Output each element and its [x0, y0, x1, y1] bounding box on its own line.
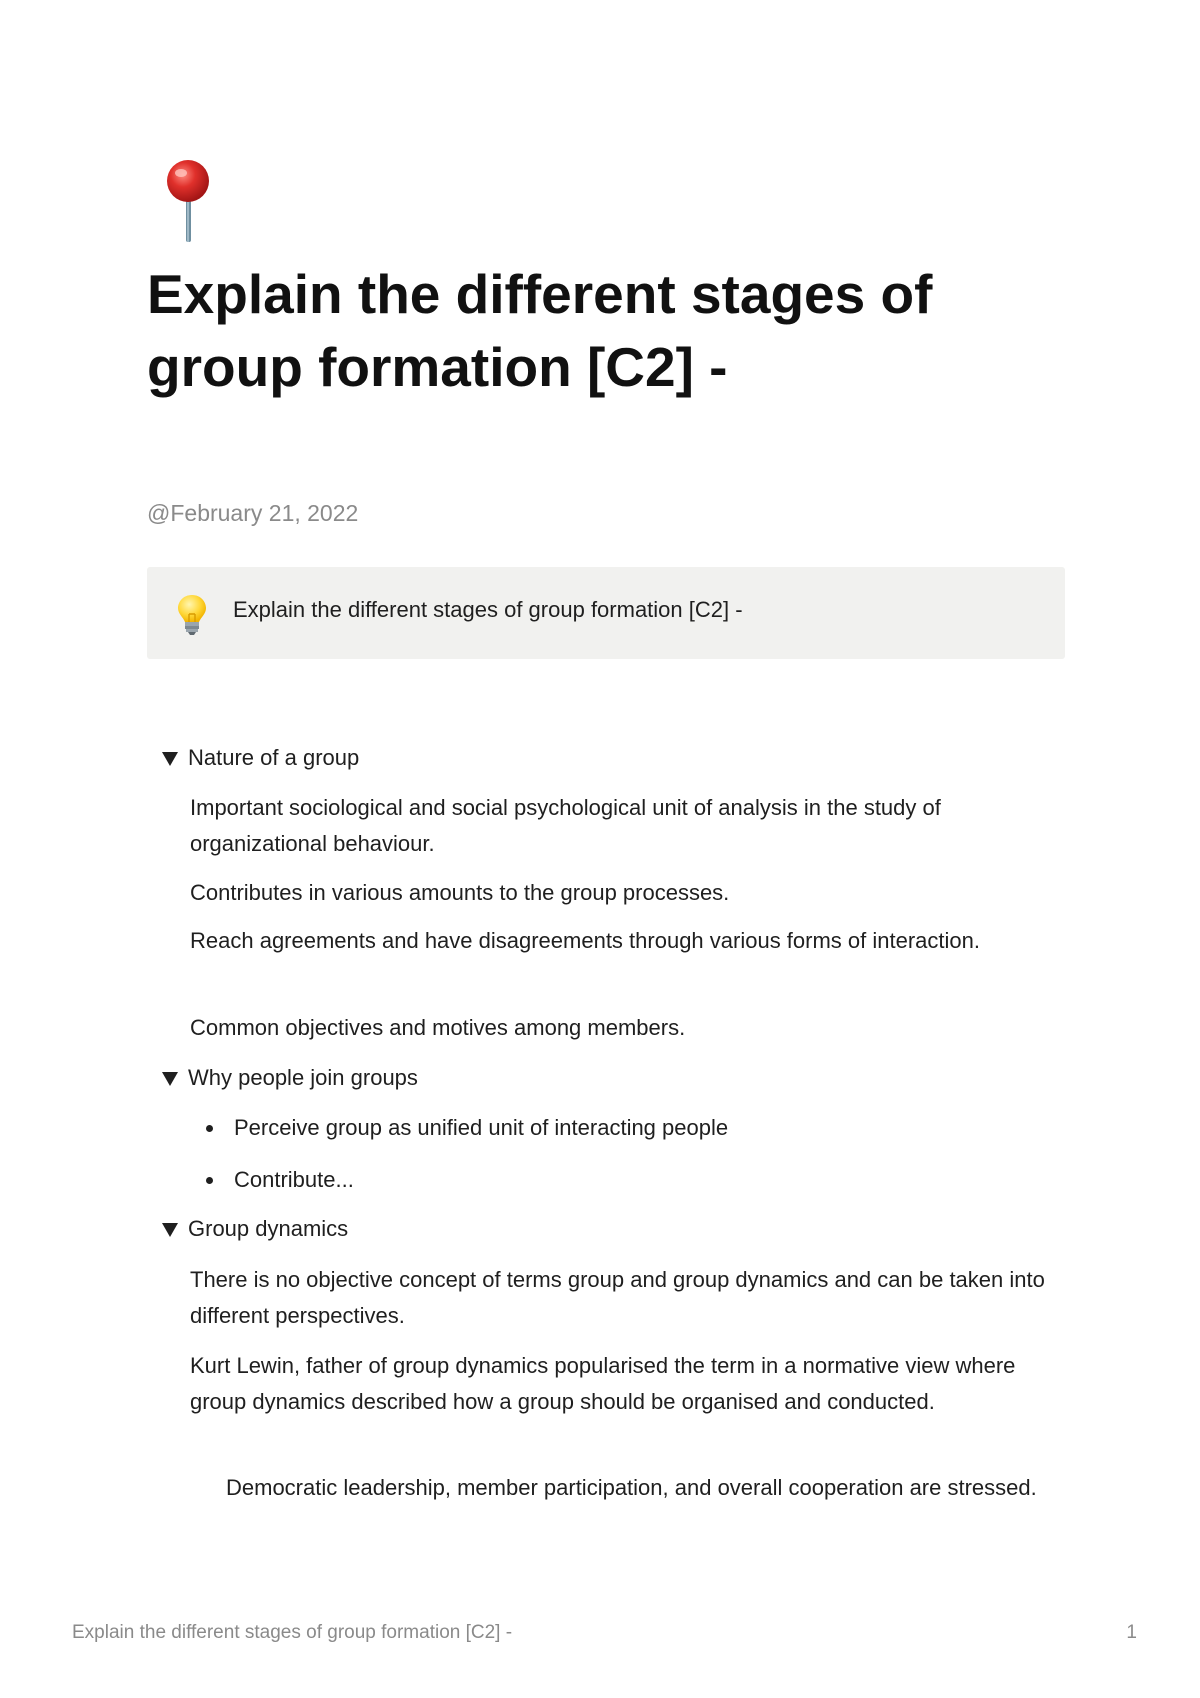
- paragraph: There is no objective concept of terms group and group dynamics and can be taken into different perspectives.: [190, 1267, 1045, 1328]
- toggle-triangle-icon[interactable]: [162, 1223, 178, 1237]
- paragraph: Kurt Lewin, father of group dynamics popularised the term in a normative view where group dynamics described how a group should be organised and conducted.: [190, 1353, 1016, 1414]
- toggle-triangle-icon[interactable]: [162, 1072, 178, 1086]
- bullet-dot-icon: [206, 1125, 213, 1132]
- toggle-nature-of-a-group[interactable]: [162, 745, 359, 771]
- list-item: [206, 1115, 728, 1141]
- list-item: [206, 1167, 354, 1193]
- toggle-label: Nature of a group: [188, 745, 360, 770]
- paragraph: Reach agreements and have disagreements through various forms of interaction.: [190, 928, 980, 953]
- list-item-text: Contribute...: [234, 1167, 354, 1192]
- bullet-dot-icon: [206, 1177, 213, 1184]
- nested-paragraph: Democratic leadership, member participation, and overall cooperation are stressed.: [226, 1475, 1037, 1500]
- paragraph: Contributes in various amounts to the group processes.: [190, 880, 730, 905]
- toggle-why-people-join-groups[interactable]: [162, 1065, 418, 1091]
- page-number: 1: [1126, 1622, 1137, 1643]
- toggle-group-dynamics[interactable]: [162, 1216, 348, 1242]
- callout-block: [147, 567, 1065, 659]
- lightbulb-icon: [177, 594, 207, 636]
- toggle-label: Group dynamics: [188, 1216, 349, 1241]
- page-title: Explain the different stages of group formation [C2] -: [147, 263, 933, 398]
- toggle-label: Why people join groups: [188, 1065, 418, 1090]
- date-property[interactable]: @February 21, 2022: [147, 500, 359, 526]
- list-item-text: Perceive group as unified unit of interacting people: [234, 1115, 729, 1140]
- toggle-triangle-icon[interactable]: [162, 752, 178, 766]
- pushpin-icon: [158, 158, 218, 244]
- callout-text: Explain the different stages of group formation [C2] -: [233, 597, 743, 622]
- footer-title: Explain the different stages of group formation [C2] -: [72, 1622, 513, 1643]
- paragraph: Common objectives and motives among members.: [190, 1015, 686, 1040]
- paragraph: Important sociological and social psychological unit of analysis in the study of organizational behaviour.: [190, 795, 941, 856]
